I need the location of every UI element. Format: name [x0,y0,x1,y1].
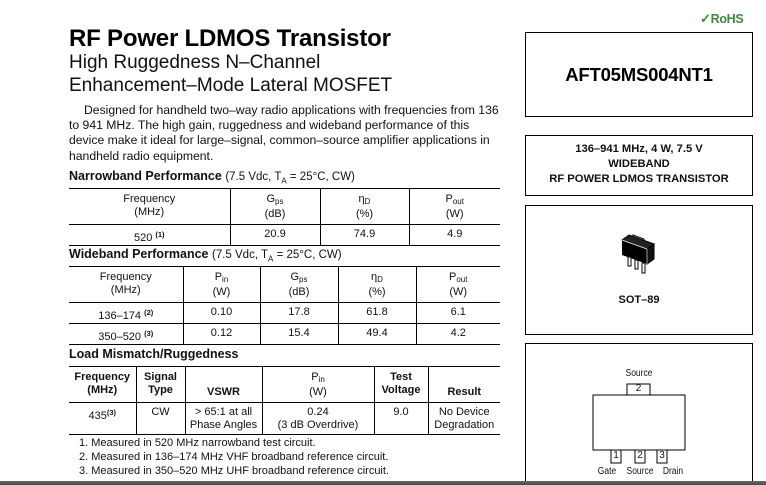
table-row [69,225,500,246]
cell-eta: 49.4 [338,324,416,345]
cell-pin: 0.10 [183,303,260,324]
narrowband-conditions: (7.5 Vdc, $T_A = 25^\circ C$, CW) [225,171,355,186]
load-mismatch-heading: Load Mismatch/Ruggedness [69,347,239,361]
narrowband-table [69,188,500,246]
cell-frequency: 520 $^{(1)}$ [69,225,230,246]
cell-pout: 6.1 [416,303,500,324]
top-pin-number: 2 [635,383,642,394]
pin-2-number: 2 [637,450,643,461]
table-row [69,324,500,345]
checkmark-icon: ✓ [700,11,711,26]
cell-pout: 4.2 [416,324,500,345]
desc-line-2: WIDEBAND [608,158,670,170]
bottom-edge [0,481,766,485]
cell-frequency: 136–174 $^{(2)}$ [69,303,183,324]
top-pin-label: Source [625,368,653,379]
wideband-conditions: (7.5 Vdc, $T_A = 25^\circ C$, CW) [212,249,342,264]
cell-pin: 0.24 (3 dB Overdrive) [262,403,374,435]
table-header-row [69,367,500,403]
cell-result: No Device Degradation [428,403,500,435]
description-box [525,135,753,196]
cell-pout: 4.9 [409,225,500,246]
header-result: Result [428,367,500,403]
footnote-3: 3. Measured in 350–520 MHz UHF broadband reference circuit. [79,465,389,477]
pin-3-label: Drain [662,466,684,477]
pin-3-number: 3 [659,450,665,461]
narrowband-heading [69,169,355,185]
table-header-row [69,189,500,225]
wideband-heading-text: Wideband Performance [69,247,209,261]
wideband-heading [69,247,342,263]
footnote-1: 1. Measured in 520 MHz narrowband test circuit. [79,437,316,449]
cell-eta: 61.8 [338,303,416,324]
header-frequency: Frequency (MHz) [69,189,230,225]
header-test-voltage: Test Voltage [374,367,428,403]
pinout-box [525,343,753,485]
header-pout: $P_{out}$ (W) [416,267,500,303]
cell-frequency: 435$^{(3)}$ [69,403,136,435]
cell-signal-type: CW [136,403,185,435]
intro-paragraph: Designed for handheld two–way radio applications with frequencies from 136 to 941 MHz. The high gain, ruggedness and wideband performance of this device make it ideal for large–signal, common–source amplifier applications in handheld radio equipment. [69,103,499,163]
table-header-row [69,267,500,303]
desc-line-1: 136–941 MHz, 4 W, 7.5 V [575,143,703,155]
part-number-box: AFT05MS004NT1 [525,32,753,117]
cell-gps: 15.4 [260,324,338,345]
package-box [525,205,753,335]
header-vswr: VSWR [185,367,262,403]
subtitle-line-1: High Ruggedness N–Channel [69,52,321,73]
pin-2-label: Source [626,466,654,477]
pinout-diagram [526,344,754,485]
cell-pin: 0.12 [183,324,260,345]
rohs-logo: ✓RoHS [700,11,744,26]
header-eta-d: $\eta_D$ (%) [338,267,416,303]
cell-eta: 74.9 [320,225,409,246]
package-label: SOT–89 [618,294,660,306]
header-pin: $P_{in}$ (W) [262,367,374,403]
footnotes [79,436,389,478]
cell-frequency: 350–520 $^{(3)}$ [69,324,183,345]
cell-gps: 17.8 [260,303,338,324]
cell-test-voltage: 9.0 [374,403,428,435]
pin-1-label: Gate [597,466,617,477]
load-mismatch-table [69,366,500,435]
header-eta-d: $\eta_D$ (%) [320,189,409,225]
header-gps: $G_{ps}$ (dB) [230,189,320,225]
header-pout: $P_{out}$ (W) [409,189,500,225]
cell-gps: 20.9 [230,225,320,246]
header-signal-type: Signal Type [136,367,185,403]
narrowband-heading-text: Narrowband Performance [69,169,222,183]
subtitle-line-2: Enhancement–Mode Lateral MOSFET [69,75,393,96]
desc-line-3: RF POWER LDMOS TRANSISTOR [549,173,729,185]
header-frequency: Frequency (MHz) [69,367,136,403]
table-row [69,303,500,324]
header-gps: $G_{ps}$ (dB) [260,267,338,303]
sot89-package-icon [620,232,662,278]
cell-vswr: > 65:1 at all Phase Angles [185,403,262,435]
pin-1-number: 1 [613,450,619,461]
header-pin: $P_{in}$ (W) [183,267,260,303]
table-row [69,403,500,435]
footnote-2: 2. Measured in 136–174 MHz VHF broadband reference circuit. [79,451,389,463]
header-frequency: Frequency (MHz) [69,267,183,303]
wideband-table [69,266,500,345]
page-title: RF Power LDMOS Transistor [69,25,391,52]
